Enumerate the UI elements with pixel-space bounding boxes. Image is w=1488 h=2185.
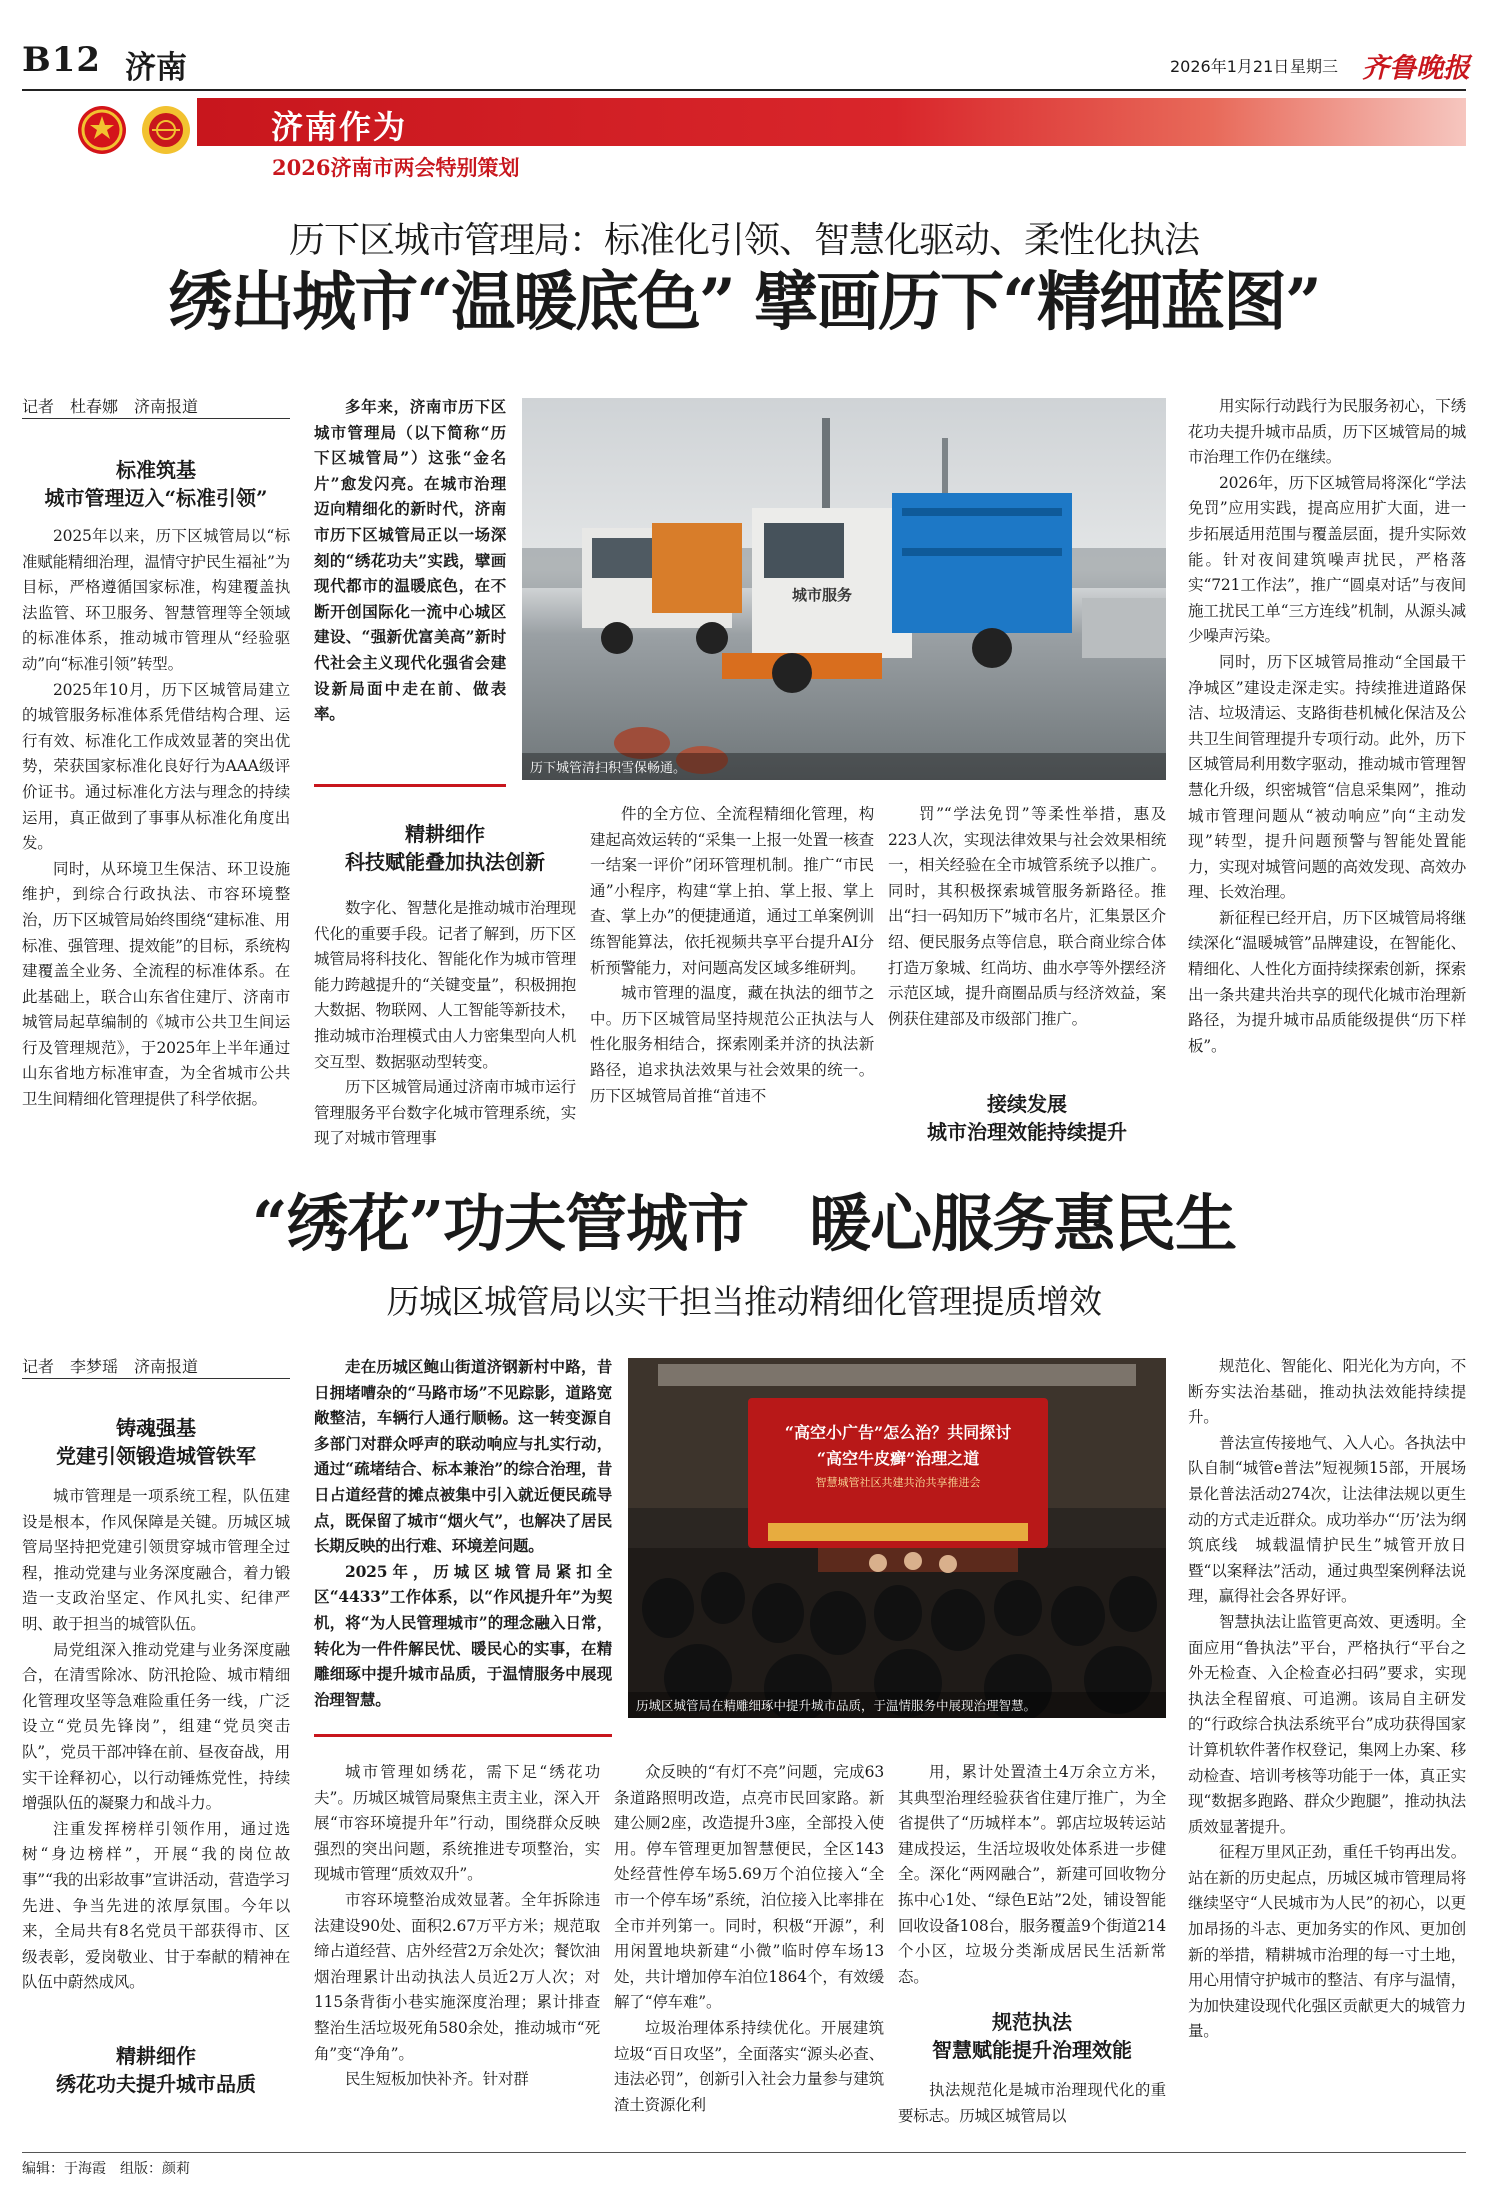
truck-side-label: 城市服务 xyxy=(792,586,853,604)
story2-sec2-title-a: 精耕细作 xyxy=(116,2044,196,2068)
story1-sec1-title-b: 城市管理迈入“标准引领” xyxy=(44,486,268,510)
masthead xyxy=(0,0,1488,190)
banner-subtitle: 2026济南市两会特别策划 xyxy=(272,155,520,180)
banner-title: 济南作为 xyxy=(271,108,408,146)
story2-col4b: 执法规范化是城市治理现代化的重要标志。历城区城管局以 xyxy=(898,2081,1166,2125)
story1-headline: 绣出城市“温暖底色” 擘画历下“精细蓝图” xyxy=(168,265,1320,340)
story2-sec2-title-b: 绣花功夫提升城市品质 xyxy=(56,2072,256,2096)
story2-sec3-title-b: 智慧赋能提升治理效能 xyxy=(932,2038,1132,2062)
lead-red-rule xyxy=(314,784,506,787)
screen-text-1: “高空小广告”怎么治？共同探讨 xyxy=(784,1423,1012,1442)
story1-sec1-title-a: 标准筑基 xyxy=(116,458,196,482)
story1-sec2-title-a: 精耕细作 xyxy=(405,822,485,846)
story1-sec3-title-b: 城市治理效能持续提升 xyxy=(927,1120,1127,1144)
byline-rule xyxy=(22,418,290,419)
footer-rule xyxy=(22,2152,1466,2153)
story1-byline: 记者 杜春娜 济南报道 xyxy=(22,397,199,416)
section-name: 济南 xyxy=(125,50,187,86)
national-emblem-icon xyxy=(76,104,128,156)
lead2-red-rule xyxy=(314,1734,612,1737)
page-code: B12 xyxy=(22,40,102,80)
paper-logo: 齐鲁晚报 xyxy=(1362,53,1470,84)
screen-text-3: 智慧城管社区共建共治共享推进会 xyxy=(815,1476,981,1489)
story2-deck: 历城区城管局以实干担当推动精细化管理提质增效 xyxy=(386,1282,1102,1321)
story1-lead: 多年来，济南市历下区城市管理局（以下简称“历下区城管局”）这张“金名片”愈发闪亮。在城市治理迈向精细化的新时代，济南市历下区城管局正以一场深刻的“绣花功夫”实践，擘画现代都市的温暖底色，在不断开创国际化一流中心城区建设、“强新优富美高”新时代社会主义现代化强省会建设新局面中走在前、做表率。 xyxy=(314,397,506,724)
story2-col2: 城市管理如绣花，需下足“绣花功夫”。历城区城管局聚焦主责主业，深入开展“市容环境提升年”行动，围绕群众反映强烈的突出问题，系统推进专项整治，实现城市管理“质效双升”。 市容环境整治成效显著。全年拆除违法建设90处、面积2.67万平方米；规范取缔占道经营、店外经营2万余处次；餐饮油烟治理累计出动执法人员近2万人次；对115条背街小巷实施深度治理；累计排查整治生活垃圾死角580余处，推动城市“死角”变“净角”。 民生短板加快补齐。针对群 xyxy=(314,1763,600,2089)
story1-deck: 历下区城市管理局：标准化引领、智慧化驱动、柔性化执法 xyxy=(288,220,1199,261)
photo2-caption: 历城区城管局在精雕细琢中提升城市品质，于温情服务中展现治理智慧。 xyxy=(628,1692,1166,1718)
byline2-rule xyxy=(22,1378,290,1379)
story1-sec2-title-b: 科技赋能叠加执法创新 xyxy=(345,850,545,874)
story1-col1: 2025年以来，历下区城管局以“标准赋能精细治理，温情守护民生福祉”为目标，严格遵循国家标准，构建覆盖执法监管、环卫服务、智慧管理等全领域的标准体系，推动城市管理从“经验驱动”向“标准引领”转型。 2025年10月，历下区城管局建立的城管服务标准体系凭借结构合理、运行有效、标准化工作成效显著的突出优势，荣获国家标准化良好行为AAA级评价证书。通过标准化方法与理念的持续运用，真正做到了事事从标准化角度出发。 同时，从环境卫生保洁、环卫设施维护，到综合行政执法、市容环境整治，历下区城管局始终围绕“建标准、用标准、强管理、提效能”的目标，系统构建覆盖全业务、全流程的标准体系。在此基础上，联合山东省住建厅、济南市城管局起草编制的《城市公共卫生间运行及管理规范》，于2025年上半年通过山东省地方标准审查，为全省城市公共卫生间精细化管理提供了科学依据。 xyxy=(22,527,290,1109)
story1-sec3-title-a: 接续发展 xyxy=(987,1092,1067,1116)
special-banner xyxy=(197,98,1466,146)
story2-sec1-title-b: 党建引领锻造城管铁军 xyxy=(56,1444,256,1468)
story1-col4: 罚”“学法免罚”等柔性举措，惠及223人次，实现法律效果与社会效果相统一，相关经验在全市城管系统予以推广。同时，其积极探索城管服务新路径。推出“扫一码知历下”城市名片，汇集景区介绍、便民服务点等信息，联合商业综合体打造万象城、红尚坊、曲水亭等外摆经济示范区域，提升商圈品质与经济效益，案例获住建部及市级部门推广。 xyxy=(888,805,1166,1028)
photo1-caption: 历下城管清扫积雪保畅通。 xyxy=(522,753,1166,780)
issue-weekday: 星期三 xyxy=(1290,57,1339,76)
story1-col2: 数字化、智慧化是推动城市治理现代化的重要手段。记者了解到，历下区城管局将科技化、智能化作为城市管理能力跨越提升的“关键变量”，积极拥抱大数据、物联网、人工智能等新技术，推动城市治理模式由人力密集型向人机交互型、数据驱动型转变。 历下区城管局通过济南市城市运行管理服务平台数字化城市管理系统，实现了对城市管理事 xyxy=(314,899,576,1148)
story2-lead: 走在历城区鲍山街道济钢新村中路，昔日拥堵嘈杂的“马路市场”不见踪影，道路宽敞整洁，车辆行人通行顺畅。这一转变源自多部门对群众呼声的联动响应与扎实行动，通过“疏堵结合、标本兼治”的综合治理，昔日占道经营的摊点被集中引入就近便民疏导点，既保留了城市“烟火气”，也解决了居民长期反映的出行难、环境差问题。 2025年，历城区城管局紧扣全区“4433”工作体系，以“作风提升年”为契机，将“为人民管理城市”的理念融入日常，转化为一件件解民忧、暖民心的实事，在精雕细琢中提升城市品质，于温情服务中展现治理智慧。 xyxy=(314,1357,612,1709)
story2-sec1-title-a: 铸魂强基 xyxy=(116,1416,196,1440)
story2-byline: 记者 李梦瑶 济南报道 xyxy=(22,1357,199,1376)
story1-col5: 用实际行动践行为民服务初心，下绣花功夫提升城市品质，历下区城管局的城市治理工作仍在继续。 2026年，历下区城管局将深化“学法免罚”应用实践，提高应用扩大面，进一步拓展适用范围与覆盖层面，提升实际效能。针对夜间建筑噪声扰民，严格落实“721工作法”，推广“圆桌对话”与夜间施工扰民工单“三方连线”机制，从源头减少噪声污染。 同时，历下区城管局推动“全国最干净城区”建设走深走实。持续推进道路保洁、垃圾清运、支路街巷机械化保洁及公共卫生间管理提升专项行动。此外，历下区城管局利用数字驱动，推动城市管理智慧化升级，织密城管“信息采集网”，推动城市管理问题从“被动响应”向“主动发现”转型，提升问题预警与智能处置能力，实现对城管问题的高效发现、高效办理、长效治理。 新征程已经开启，历下区城管局将继续深化“温暖城管”品牌建设，在智能化、精细化、人性化方面持续探索创新，探索出一条共建共治共享的现代化城市治理新路径，为提升城市品质能级提供“历下样板”。 xyxy=(1188,397,1466,1055)
screen-text-2: “高空牛皮癣”治理之道 xyxy=(816,1449,980,1468)
story2-sec3-title-a: 规范执法 xyxy=(992,2010,1072,2034)
story1-col3: 件的全方位、全流程精细化管理，构建起高效运转的“采集一上报一处置一核查一结案一评价”闭环管理机制。推广“市民通”小程序，构建“掌上拍、掌上报、掌上查、掌上办”的便捷通道，通过工单案例训练智能算法，依托视频共享平台提升AI分析预警能力，对问题高发区域多维研判。 城市管理的温度，藏在执法的细节之中。历下区城管局坚持规范公正执法与人性化服务相结合，探索刚柔并济的执法新路径，追求执法效果与社会效果的统一。历下区城管局首推“首违不 xyxy=(590,805,874,1105)
story2-col1: 城市管理是一项系统工程，队伍建设是根本，作风保障是关键。历城区城管局坚持把党建引领贯穿城市管理全过程，推动党建与业务深度融合，着力锻造一支政治坚定、作风扎实、纪律严明、敢于担当的城管队伍。 局党组深入推动党建与业务深度融合，在清雪除冰、防汛抢险、城市精细化管理攻坚等急难险重任务一线，广泛设立“党员先锋岗”，组建“党员突击队”，党员干部冲锋在前、昼夜奋战，用实干诠释初心，以行动锤炼党性，持续增强队伍的凝聚力和战斗力。 注重发挥榜样引领作用，通过选树“身边榜样”，开展“我的岗位故事”“我的出彩故事”宣讲活动，营造学习先进、争当先进的浓厚氛围。今年以来，全局共有8名党员干部获得市、区级表彰，爱岗敬业、甘于奉献的精神在队伍中蔚然成风。 xyxy=(22,1487,290,1992)
story2-col5: 规范化、智能化、阳光化为方向，不断夯实法治基础，推动执法效能持续提升。 普法宣传接地气、入人心。各执法中队自制“城管e普法”短视频15部，开展场景化普法活动274次，让法律法规以更生动的方式走近群众。成功举办“‘历’法为纲筑底线 城载温情护民生”城管开放日暨“以案释法”活动，通过典型案例释法说理，赢得社会各界好评。 智慧执法让监管更高效、更透明。全面应用“鲁执法”平台，严格执行“平台之外无检查、入企检查必扫码”要求，实现执法全程留痕、可追溯。该局自主研发的“行政综合执法系统平台”成功获得国家计算机软件著作权登记，集网上办案、移动检查、培训考核等功能于一体，真正实现“数据多跑路、群众少跑腿”，推动执法质效显著提升。 征程万里风正劲，重任千钧再出发。站在新的历史起点，历城区城市管理局将继续坚守“人民城市为人民”的初心，以更加昂扬的斗志、更加务实的作风、更加创新的举措，精耕城市治理的每一寸土地，用心用情守护城市的整洁、有序与温情，为加快建设现代化强区贡献更大的城管力量。 xyxy=(1188,1357,1466,2041)
issue-date: 2026年1月21日 xyxy=(1170,57,1290,76)
story2-col3: 众反映的“有灯不亮”问题，完成63条道路照明改造，点亮市民回家路。新建公厕2座，改造提升3座，全部投入使用。停车管理更加智慧便民，全区143处经营性停车场5.69万个泊位接入“全市一个停车场”系统，泊位接入比率排在全市并列第一。同时，积极“开源”，利用闲置地块新建“小微”临时停车场13处，共计增加停车泊位1864个，有效缓解了“停车难”。 垃圾治理体系持续优化。开展建筑垃圾“百日攻坚”，全面落实“源头必查、违法必罚”，创新引入社会力量参与建筑渣土资源化利 xyxy=(614,1763,884,2114)
story2-headline: “绣花”功夫管城市 暖心服务惠民生 xyxy=(251,1187,1237,1260)
meeting-photo xyxy=(628,1358,1166,1718)
story2-col4: 用，累计处置渣土4万余立方米，其典型治理经验获省住建厅推广，为全省提供了“历城样本”。郭店垃圾转运站建成投运，生活垃圾收处体系进一步健全。深化“两网融合”，新建可回收物分拣中心1处、“绿色E站”2处，铺设智能回收设备108台，服务覆盖9个街道214个小区，垃圾分类渐成居民生活新常态。 xyxy=(898,1763,1166,1986)
snow-clearing-photo xyxy=(522,398,1166,780)
cppcc-emblem-icon xyxy=(140,104,192,156)
masthead-rule xyxy=(22,89,1466,91)
footer-editor: 编辑：于海霞 组版：颜莉 xyxy=(22,2161,190,2177)
